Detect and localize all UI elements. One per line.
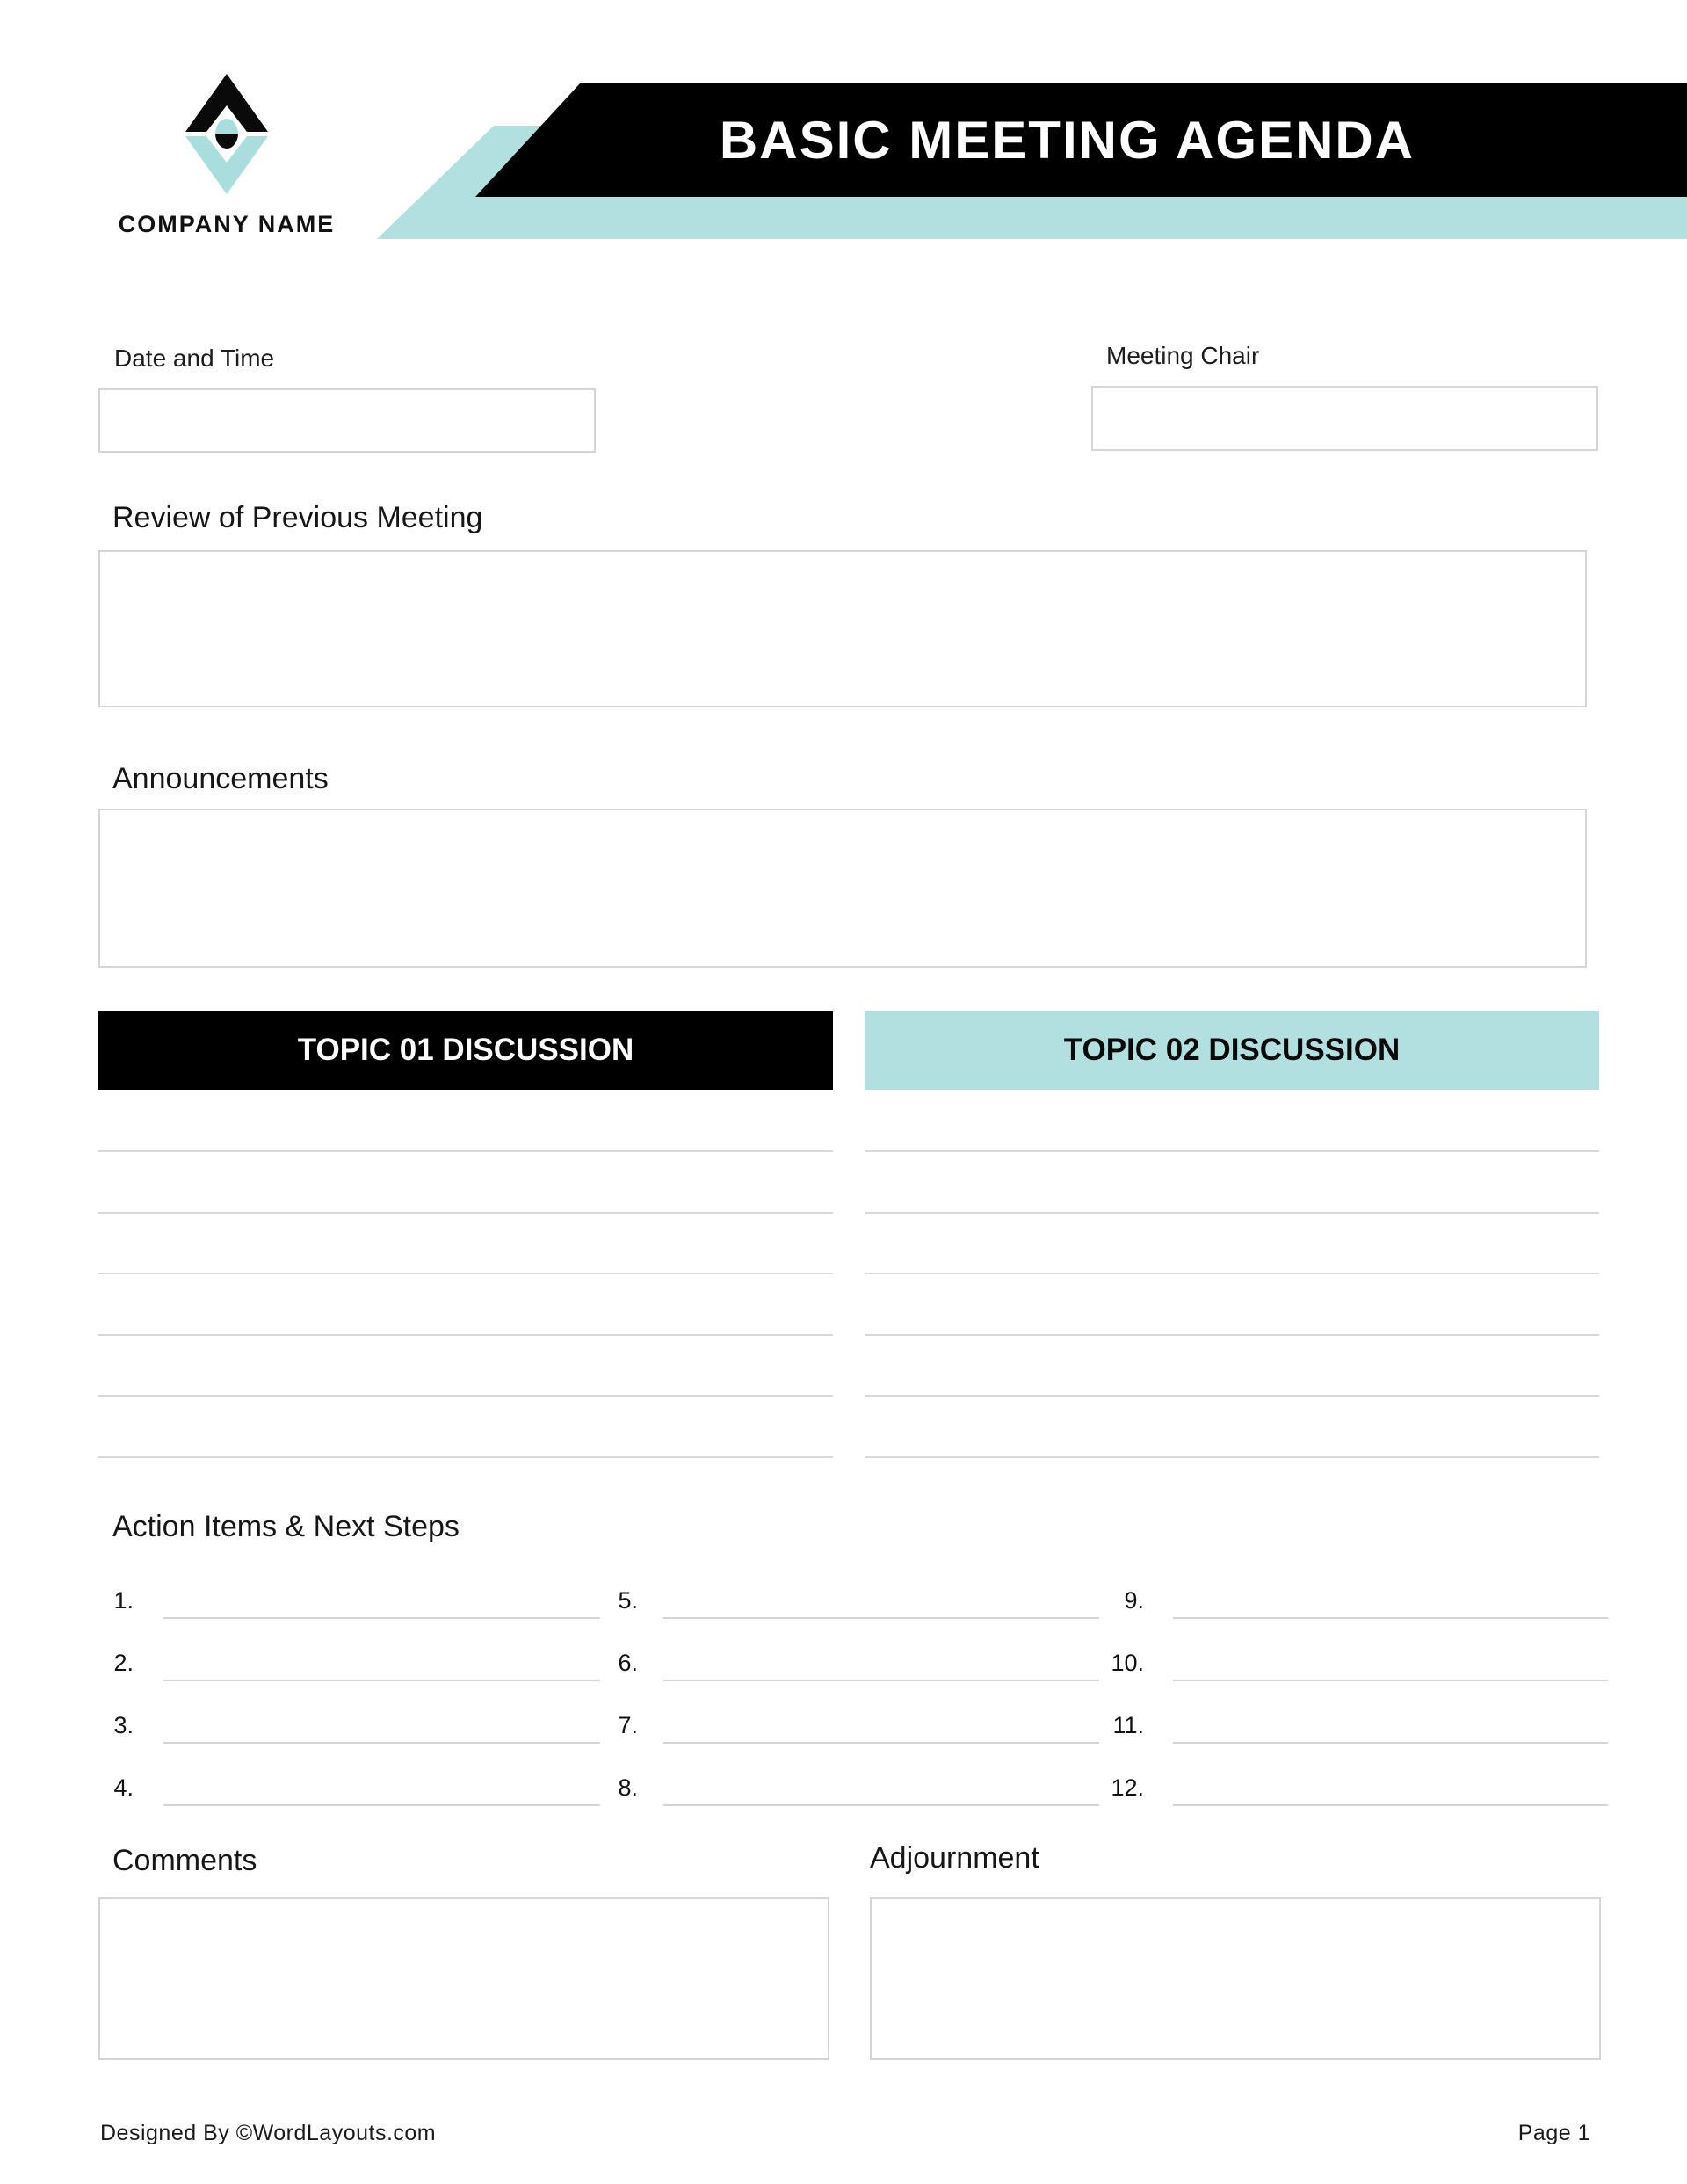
designer-credit: Designed By ©WordLayouts.com (100, 2121, 437, 2145)
action-item-number-11: 11. (1112, 1712, 1144, 1738)
topic-1-rule-line[interactable] (98, 1150, 833, 1152)
action-item-line-1[interactable] (163, 1617, 600, 1619)
topic-02-header: TOPIC 02 DISCUSSION (865, 1011, 1599, 1090)
action-item-number-1: 1. (113, 1587, 134, 1614)
action-item-line-8[interactable] (663, 1804, 1099, 1806)
topic-2-rule-line[interactable] (865, 1456, 1599, 1458)
action-item-line-12[interactable] (1173, 1804, 1608, 1806)
action-item-line-7[interactable] (663, 1742, 1099, 1744)
action-item-line-6[interactable] (663, 1680, 1099, 1681)
review-field[interactable] (98, 550, 1587, 707)
page-number: Page 1 (1517, 2121, 1590, 2145)
action-item-number-9: 9. (1124, 1587, 1144, 1614)
meeting-chair-field[interactable] (1091, 386, 1598, 451)
company-name: COMPANY NAME (118, 211, 336, 237)
announcements-field[interactable] (98, 809, 1587, 968)
action-item-number-3: 3. (113, 1712, 134, 1738)
action-item-line-9[interactable] (1173, 1617, 1608, 1619)
logo-oval-top-icon (215, 119, 238, 134)
action-item-number-5: 5. (618, 1587, 638, 1614)
topic-2-rule-line[interactable] (865, 1212, 1599, 1214)
action-item-line-10[interactable] (1173, 1680, 1608, 1681)
action-item-number-2: 2. (113, 1650, 134, 1676)
topic-1-rule-line[interactable] (98, 1395, 833, 1397)
action-item-line-3[interactable] (163, 1742, 600, 1744)
comments-heading: Comments (112, 1844, 257, 1877)
action-item-line-2[interactable] (163, 1680, 600, 1681)
date-time-label: Date and Time (114, 345, 275, 372)
action-item-line-4[interactable] (163, 1804, 600, 1806)
action-item-number-7: 7. (618, 1712, 638, 1738)
topic-2-rule-line[interactable] (865, 1395, 1599, 1397)
adjournment-field[interactable] (870, 1897, 1601, 2060)
adjournment-heading: Adjournment (870, 1841, 1039, 1875)
date-time-field[interactable] (98, 388, 596, 453)
topic-1-rule-line[interactable] (98, 1212, 833, 1214)
topic-2-rule-line[interactable] (865, 1150, 1599, 1152)
action-items-heading: Action Items & Next Steps (112, 1510, 460, 1543)
action-item-line-5[interactable] (663, 1617, 1099, 1619)
announcements-heading: Announcements (112, 762, 329, 795)
topic-1-rule-line[interactable] (98, 1456, 833, 1458)
action-item-number-8: 8. (618, 1774, 638, 1801)
company-logo-icon (185, 74, 268, 195)
topic-1-rule-line[interactable] (98, 1334, 833, 1336)
action-item-number-12: 12. (1111, 1774, 1144, 1801)
topic-1-rule-line[interactable] (98, 1273, 833, 1274)
action-item-number-10: 10. (1111, 1650, 1144, 1676)
page-title: BASIC MEETING AGENDA (719, 111, 1415, 170)
action-item-number-4: 4. (113, 1774, 134, 1801)
topic-2-rule-line[interactable] (865, 1334, 1599, 1336)
topic-01-header: TOPIC 01 DISCUSSION (98, 1011, 833, 1090)
topic-2-rule-line[interactable] (865, 1273, 1599, 1274)
action-item-number-6: 6. (618, 1650, 638, 1676)
meeting-chair-label: Meeting Chair (1106, 342, 1260, 369)
comments-field[interactable] (98, 1897, 829, 2060)
logo-oval-bottom-icon (215, 134, 238, 149)
action-item-line-11[interactable] (1173, 1742, 1608, 1744)
review-heading: Review of Previous Meeting (112, 501, 483, 534)
